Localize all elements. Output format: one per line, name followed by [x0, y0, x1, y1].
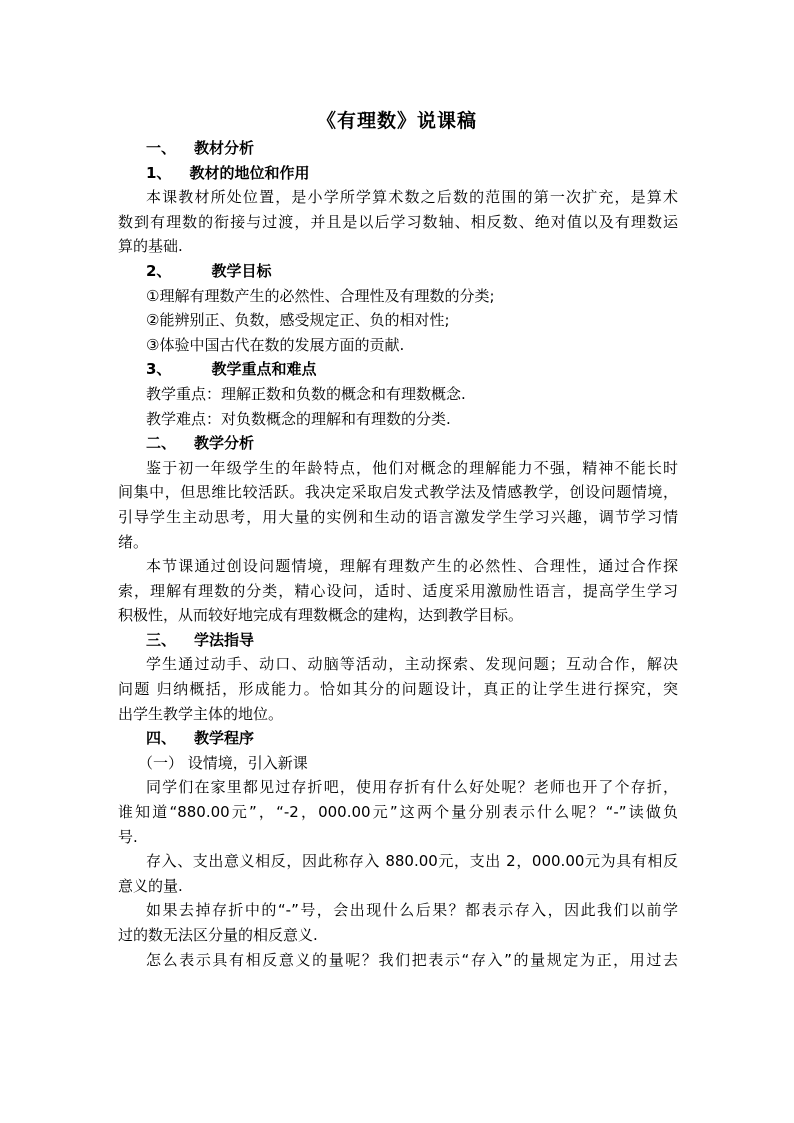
paragraph-line: 数到有理数的衔接与过渡，并且是以后学习数轴、相反数、绝对值以及有理数运	[118, 212, 678, 231]
paragraph-line: 绪。	[118, 532, 149, 551]
paragraph-line: 算的基础.	[118, 237, 183, 256]
section-title: 教学分析	[194, 434, 255, 453]
page-title: 《有理数》说课稿	[316, 110, 477, 132]
paragraph-line: 学生通过动手、动口、动脑等活动，主动探索、发现问题；互动合作，解决	[146, 655, 678, 674]
paragraph-line: 鉴于初一年级学生的年龄特点，他们对概念的理解能力不强，精神不能长时	[146, 458, 678, 477]
section-number: 一、	[146, 139, 177, 157]
section-title: 学法指导	[194, 630, 255, 649]
difficult-point: 教学难点：对负数概念的理解和有理数的分类.	[146, 409, 451, 428]
subsection-heading-1-1	[118, 161, 678, 186]
subsection-heading-4-1: （一） 设情境，引入新课	[138, 753, 308, 772]
section-number: 四、	[146, 729, 177, 748]
key-point: 教学重点：理解正数和负数的概念和有理数概念.	[146, 384, 466, 403]
goal-item: ②能辨别正、负数，感受规定正、负的相对性;	[146, 311, 450, 330]
section-number: 三、	[146, 630, 177, 649]
paragraph-line: 意义的量.	[118, 876, 183, 895]
paragraph-line: 引导学生主动思考，用大量的实例和生动的语言激发学生学习兴趣，调节学习情	[118, 507, 678, 526]
document-body	[118, 136, 678, 972]
subsection-heading-1-3	[118, 357, 678, 382]
section-title: 教学程序	[194, 729, 255, 748]
paragraph-line: 怎么表示具有相反意义的量呢？我们把表示“存入”的量规定为正，用过去	[146, 950, 678, 969]
paragraph-line: 同学们在家里都见过存折吧，使用存折有什么好处呢？老师也开了个存折，	[146, 778, 678, 797]
paragraph-line: 问题 归纳概括，形成能力。恰如其分的问题设计，真正的让学生进行探究，突	[118, 680, 678, 699]
paragraph-line: 本课教材所处位置，是小学所学算术数之后数的范围的第一次扩充，是算术	[146, 188, 678, 207]
goal-item: ①理解有理数产生的必然性、合理性及有理数的分类;	[146, 286, 495, 305]
subsection-number: 1、	[146, 163, 172, 182]
subsection-title: 教学目标	[211, 261, 272, 280]
subsection-title: 教材的地位和作用	[189, 163, 310, 182]
paragraph-line: 如果去掉存折中的“-”号，会出现什么后果？都表示存入，因此我们以前学	[146, 901, 678, 920]
subsection-number: 2、	[146, 261, 172, 280]
subsection-title: 教学重点和难点	[211, 360, 317, 379]
paragraph-line: 过的数无法区分量的相反意义.	[118, 926, 318, 944]
paragraph-line: 谁知道“880.00元”，“-2，000.00元”这两个量分别表示什么呢？“-”读做负	[118, 803, 678, 822]
section-heading-1	[118, 136, 678, 161]
paragraph-line: 本节课通过创设问题情境，理解有理数产生的必然性、合理性，通过合作探	[146, 557, 678, 576]
paragraph-line: 间集中，但思维比较活跃。我决定采取启发式教学法及情感教学，创设问题情境，	[118, 483, 678, 502]
paragraph-line: 出学生教学主体的地位。	[118, 704, 284, 723]
paragraph-line: 索，理解有理数的分类，精心设问，适时、适度采用激励性语言，提高学生学习	[118, 581, 678, 600]
subsection-number: 3、	[146, 360, 172, 379]
goal-item: ③体验中国古代在数的发展方面的贡献.	[146, 335, 405, 354]
section-heading-2	[118, 431, 678, 456]
section-heading-3	[118, 628, 678, 653]
section-title: 教材分析	[194, 139, 255, 157]
paragraph-line: 存入、支出意义相反，因此称存入 880.00元，支出 2，000.00元为具有相反	[146, 852, 678, 871]
section-heading-4	[118, 726, 678, 751]
subsection-heading-1-2	[118, 259, 678, 284]
section-number: 二、	[146, 434, 177, 453]
paragraph-line: 号.	[118, 827, 138, 846]
paragraph-line: 积极性，从而较好地完成有理数概念的建构，达到教学目标。	[118, 606, 524, 625]
